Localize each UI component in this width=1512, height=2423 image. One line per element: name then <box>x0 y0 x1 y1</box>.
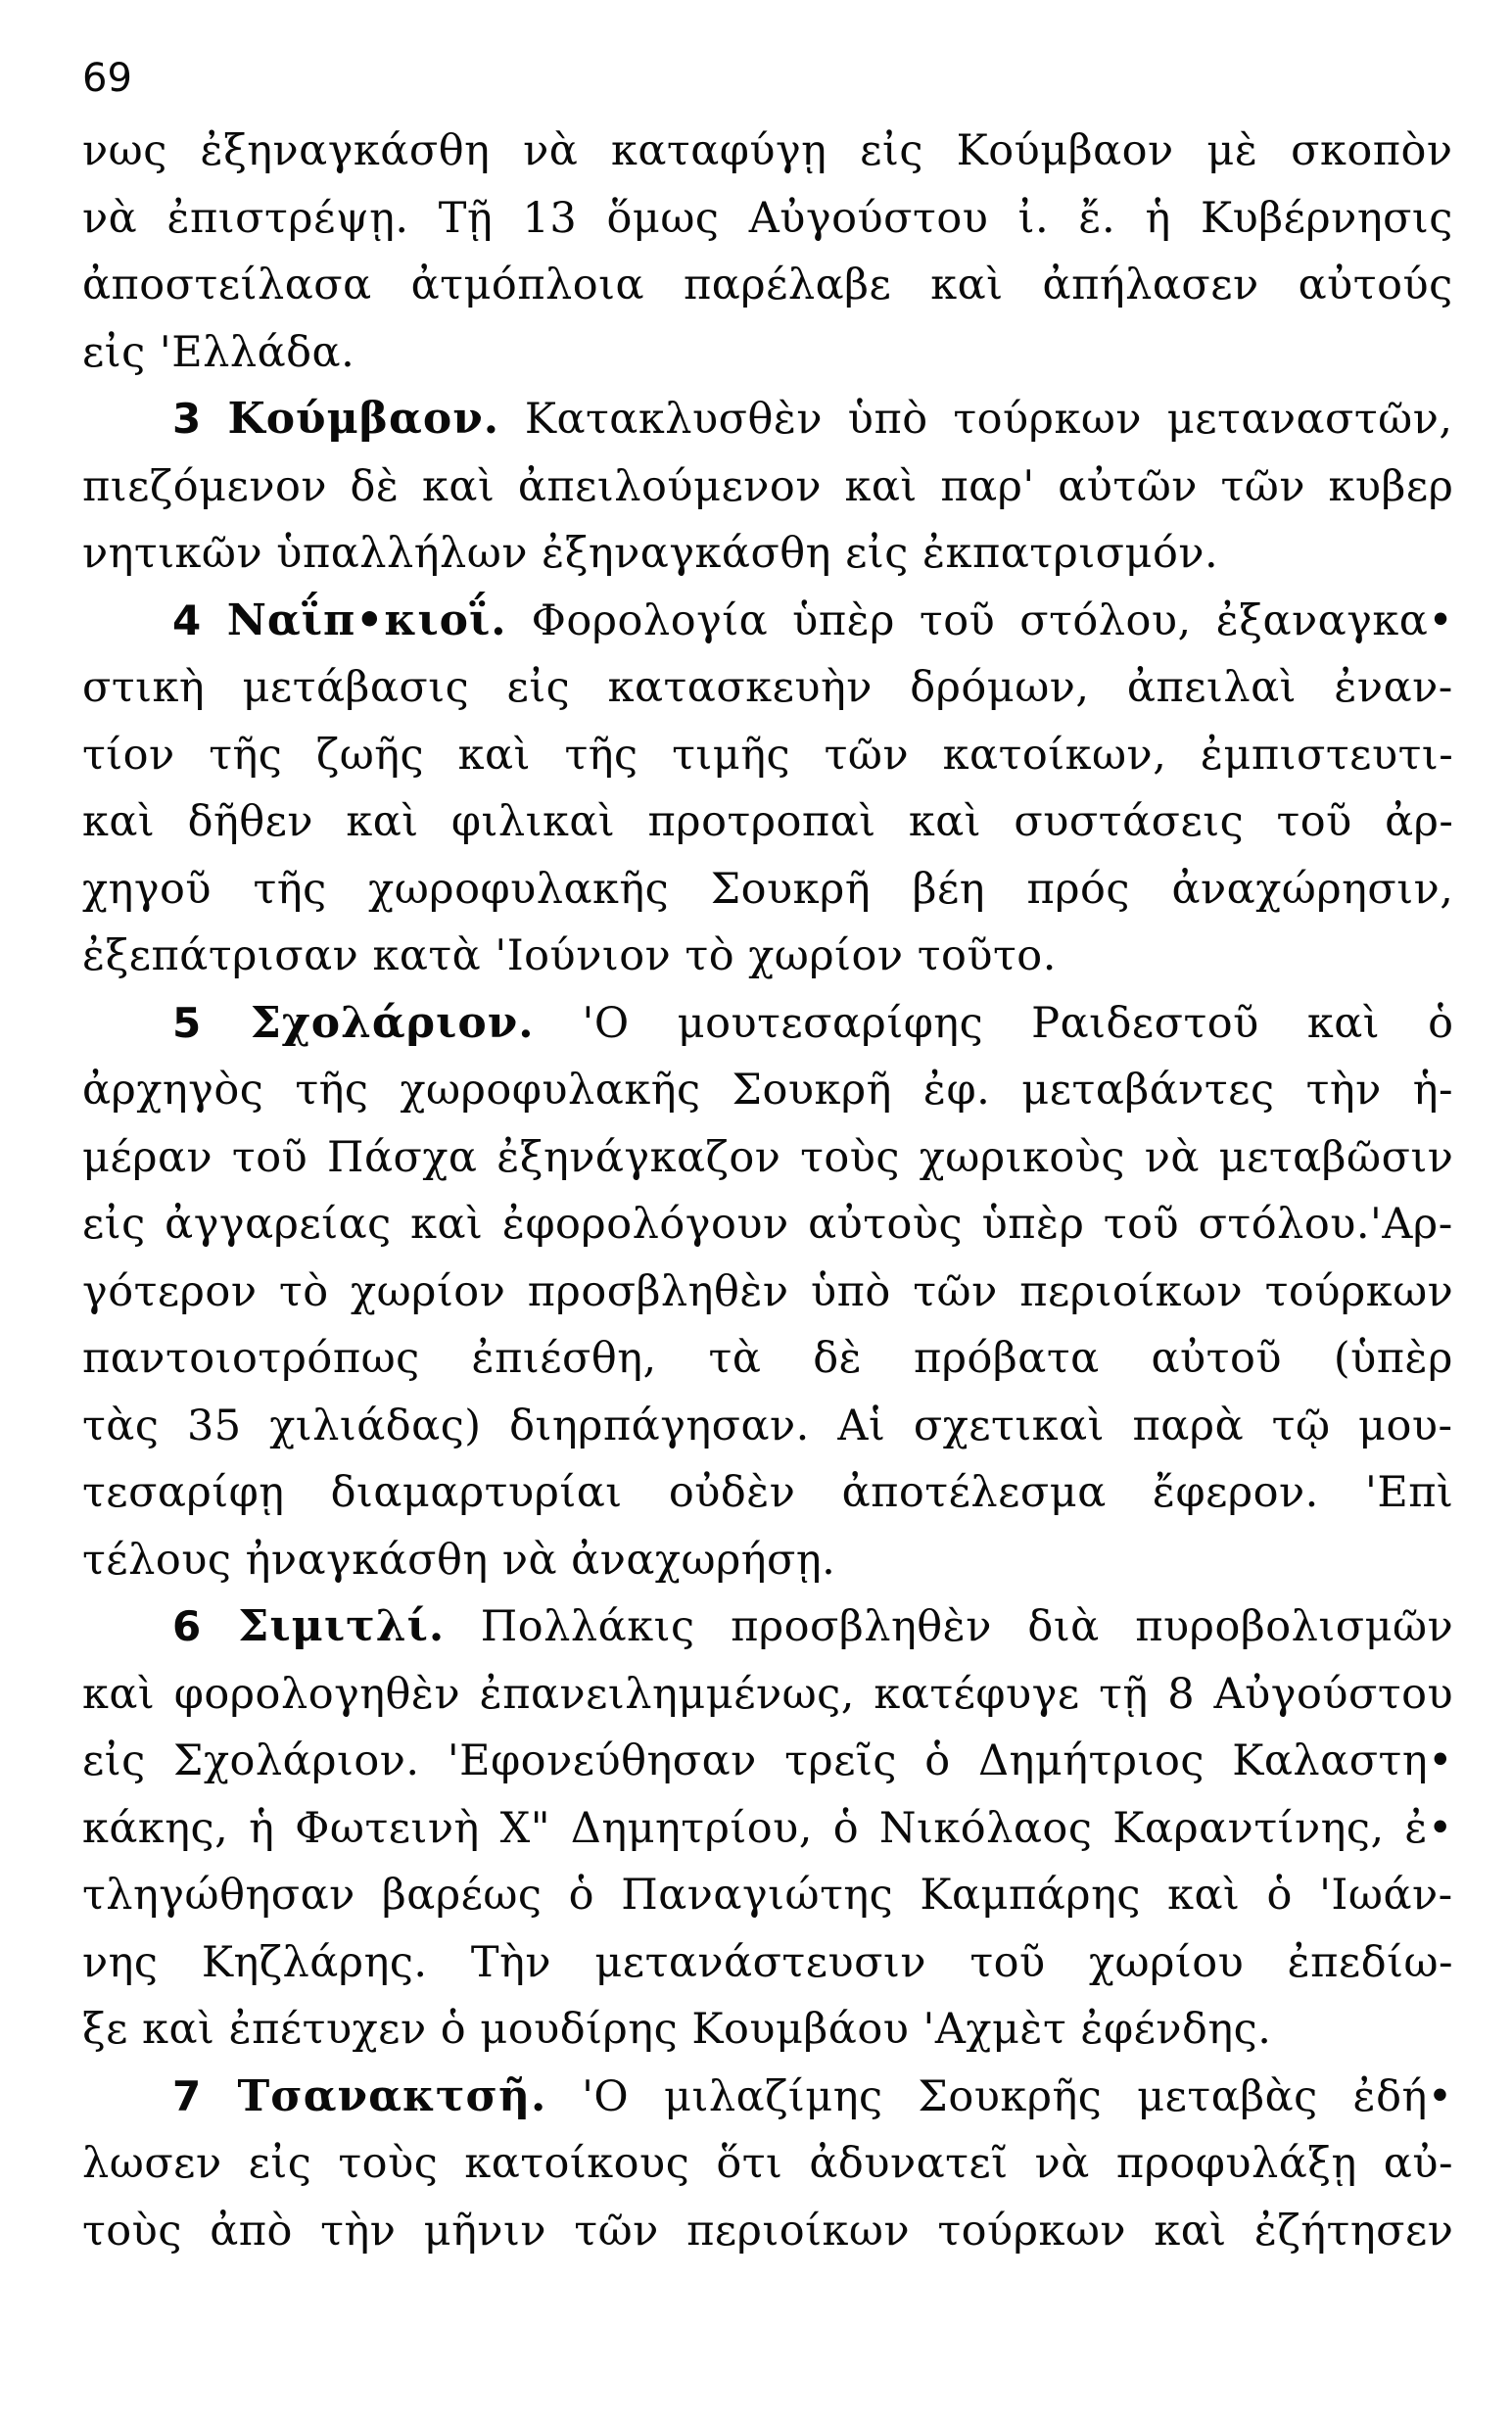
section-heading-line <box>172 1592 1453 1662</box>
line-text: λωσεν εἰς τοὺς κατοίκους ὅτι ἀδυνατεῖ νὰ προφυλάξῃ αὐ- <box>82 2139 1453 2188</box>
section-title: Κούμβαον. <box>227 394 500 444</box>
section-heading-line <box>172 988 1453 1059</box>
text-line <box>82 317 354 388</box>
text-line <box>82 116 1453 186</box>
text-line <box>82 1726 1453 1796</box>
text-line <box>82 1055 1453 1125</box>
section-number: 3 <box>172 395 228 443</box>
line-text: πιεζόμενον δὲ καὶ ἀπειλούμενον καὶ παρ' αὐτῶν τῶν κυβερ <box>82 462 1454 511</box>
section-heading-line <box>172 586 1453 656</box>
text-line <box>82 1525 835 1595</box>
text-line <box>82 2128 1453 2199</box>
line-text: 'Ο μιλαζίμης Σουκρῆς μεταβὰς ἐδή• <box>546 2072 1453 2121</box>
section-title: Σχολάριον. <box>250 998 535 1048</box>
text-line <box>82 720 1453 790</box>
line-text: καὶ δῆθεν καὶ φιλικαὶ προτροπαὶ καὶ συστάσεις τοῦ ἀρ- <box>82 797 1454 846</box>
text-line <box>82 183 1453 254</box>
text-line <box>82 1391 1453 1461</box>
line-text: κάκης, ἡ Φωτεινὴ Χ" Δημητρίου, ὁ Νικόλαος Καραντίνης, ἐ• <box>82 1804 1453 1853</box>
line-text: τοὺς ἀπὸ τὴν μῆνιν τῶν περιοίκων τούρκων καὶ ἐζήτησεν <box>82 2207 1454 2256</box>
text-line <box>82 1122 1453 1193</box>
text-line <box>82 1994 1271 2065</box>
line-text: νὰ ἐπιστρέψῃ. Τῇ 13 ὅμως Αὐγούστου ἰ. ἔ. ἡ Κυβέρνησις <box>82 194 1453 243</box>
line-text: νως ἐξηναγκάσθη νὰ καταφύγῃ εἰς Κούμβαον μὲ σκοπὸν <box>82 126 1453 175</box>
text-line <box>82 518 1218 589</box>
section-title: Ναΐπ•κιοΐ. <box>226 595 507 645</box>
text-line <box>82 786 1453 857</box>
line-text: νητικῶν ὑπαλλήλων ἐξηναγκάσθη εἰς ἐκπατρισμόν. <box>82 529 1219 578</box>
line-text: στικὴ μετάβασις εἰς κατασκευὴν δρόμων, ἀπειλαὶ ἐναν- <box>82 663 1453 712</box>
line-text: ἐξεπάτρισαν κατὰ 'Ιούνιον τὸ χωρίον τοῦτο. <box>82 931 1057 980</box>
text-line <box>82 250 1453 320</box>
text-line <box>82 1457 1453 1528</box>
line-text: Κατακλυσθὲν ὑπὸ τούρκων μεταναστῶν, <box>499 395 1453 444</box>
text-line <box>82 921 1057 991</box>
section-heading-line <box>172 2062 1453 2132</box>
text-line <box>82 1860 1453 1930</box>
line-text: τὰς 35 χιλιάδας) διηρπάγησαν. Αἱ σχετικαὶ παρὰ τῷ μου- <box>82 1402 1453 1450</box>
line-text: εἰς Σχολάριον. 'Εφονεύθησαν τρεῖς ὁ Δημήτριος Καλαστη• <box>82 1736 1453 1785</box>
line-text: τέλους ἠναγκάσθη νὰ ἀναχωρήσῃ. <box>82 1536 836 1585</box>
section-number: 7 <box>172 2072 238 2120</box>
line-text: Πολλάκις προσβληθὲν διὰ πυροβολισμῶν <box>445 1602 1454 1651</box>
line-text: μέραν τοῦ Πάσχα ἐξηνάγκαζον τοὺς χωρικοὺς νὰ μεταβῶσιν <box>82 1133 1454 1182</box>
line-text: ἀρχηγὸς τῆς χωροφυλακῆς Σουκρῆ ἐφ. μεταβάντες τὴν ἡ- <box>82 1066 1454 1115</box>
page-number: 69 <box>82 56 132 101</box>
text-line <box>82 451 1453 522</box>
line-text: τληγώθησαν βαρέως ὁ Παναγιώτης Καμπάρης καὶ ὁ 'Ιωάν- <box>82 1871 1453 1920</box>
line-text: Φορολογία ὑπὲρ τοῦ στόλου, ἐξαναγκα• <box>506 596 1454 645</box>
section-number: 6 <box>172 1602 239 1650</box>
section-number: 5 <box>172 999 251 1047</box>
text-line <box>82 1793 1453 1864</box>
line-text: χηγοῦ τῆς χωροφυλακῆς Σουκρῆ βέη πρός ἀναχώρησιν, <box>82 865 1454 914</box>
line-text: νης Κηζλάρης. Τὴν μετανάστευσιν τοῦ χωρίου ἐπεδίω- <box>82 1938 1454 1987</box>
section-number: 4 <box>172 596 227 644</box>
section-title: Τσανακτσῆ. <box>237 2071 547 2121</box>
line-text: εἰς 'Ελλάδα. <box>82 328 355 377</box>
section-heading-line <box>172 384 1453 454</box>
section-title: Σιμιτλί. <box>238 1601 446 1651</box>
line-text: καὶ φορολογηθὲν ἐπανειλημμένως, κατέφυγε τῇ 8 Αὐγούστου <box>82 1670 1454 1719</box>
line-text: τίον τῆς ζωῆς καὶ τῆς τιμῆς τῶν κατοίκων, ἐμπιστευτι- <box>82 731 1454 780</box>
line-text: 'Ο μουτεσαρίφης Ραιδεστοῦ καὶ ὁ <box>534 999 1454 1048</box>
text-line <box>82 652 1453 723</box>
line-text: ξε καὶ ἐπέτυχεν ὁ μουδίρης Κουμβάου 'Αχμὲτ ἐφένδης. <box>82 2005 1272 2054</box>
text-line <box>82 1257 1453 1327</box>
text-line <box>82 1659 1453 1730</box>
line-text: ἀποστείλασα ἀτμόπλοια παρέλαβε καὶ ἀπήλασεν αὐτούς <box>82 261 1453 309</box>
text-line <box>82 1323 1453 1394</box>
line-text: εἰς ἀγγαρείας καὶ ἐφορολόγουν αὐτοὺς ὑπὲρ τοῦ στόλου.'Αρ- <box>82 1200 1453 1249</box>
line-text: γότερον τὸ χωρίον προσβληθὲν ὑπὸ τῶν περιοίκων τούρκων <box>82 1267 1454 1316</box>
text-line <box>82 1189 1453 1259</box>
text-line <box>82 854 1453 925</box>
line-text: τεσαρίφῃ διαμαρτυρίαι οὐδὲν ἀποτέλεσμα ἔφερον. 'Επὶ <box>82 1468 1454 1517</box>
text-line <box>82 1927 1453 1998</box>
line-text: παντοιοτρόπως ἐπιέσθη, τὰ δὲ πρόβατα αὐτοῦ (ὑπὲρ <box>82 1334 1453 1383</box>
text-line <box>82 2196 1453 2266</box>
